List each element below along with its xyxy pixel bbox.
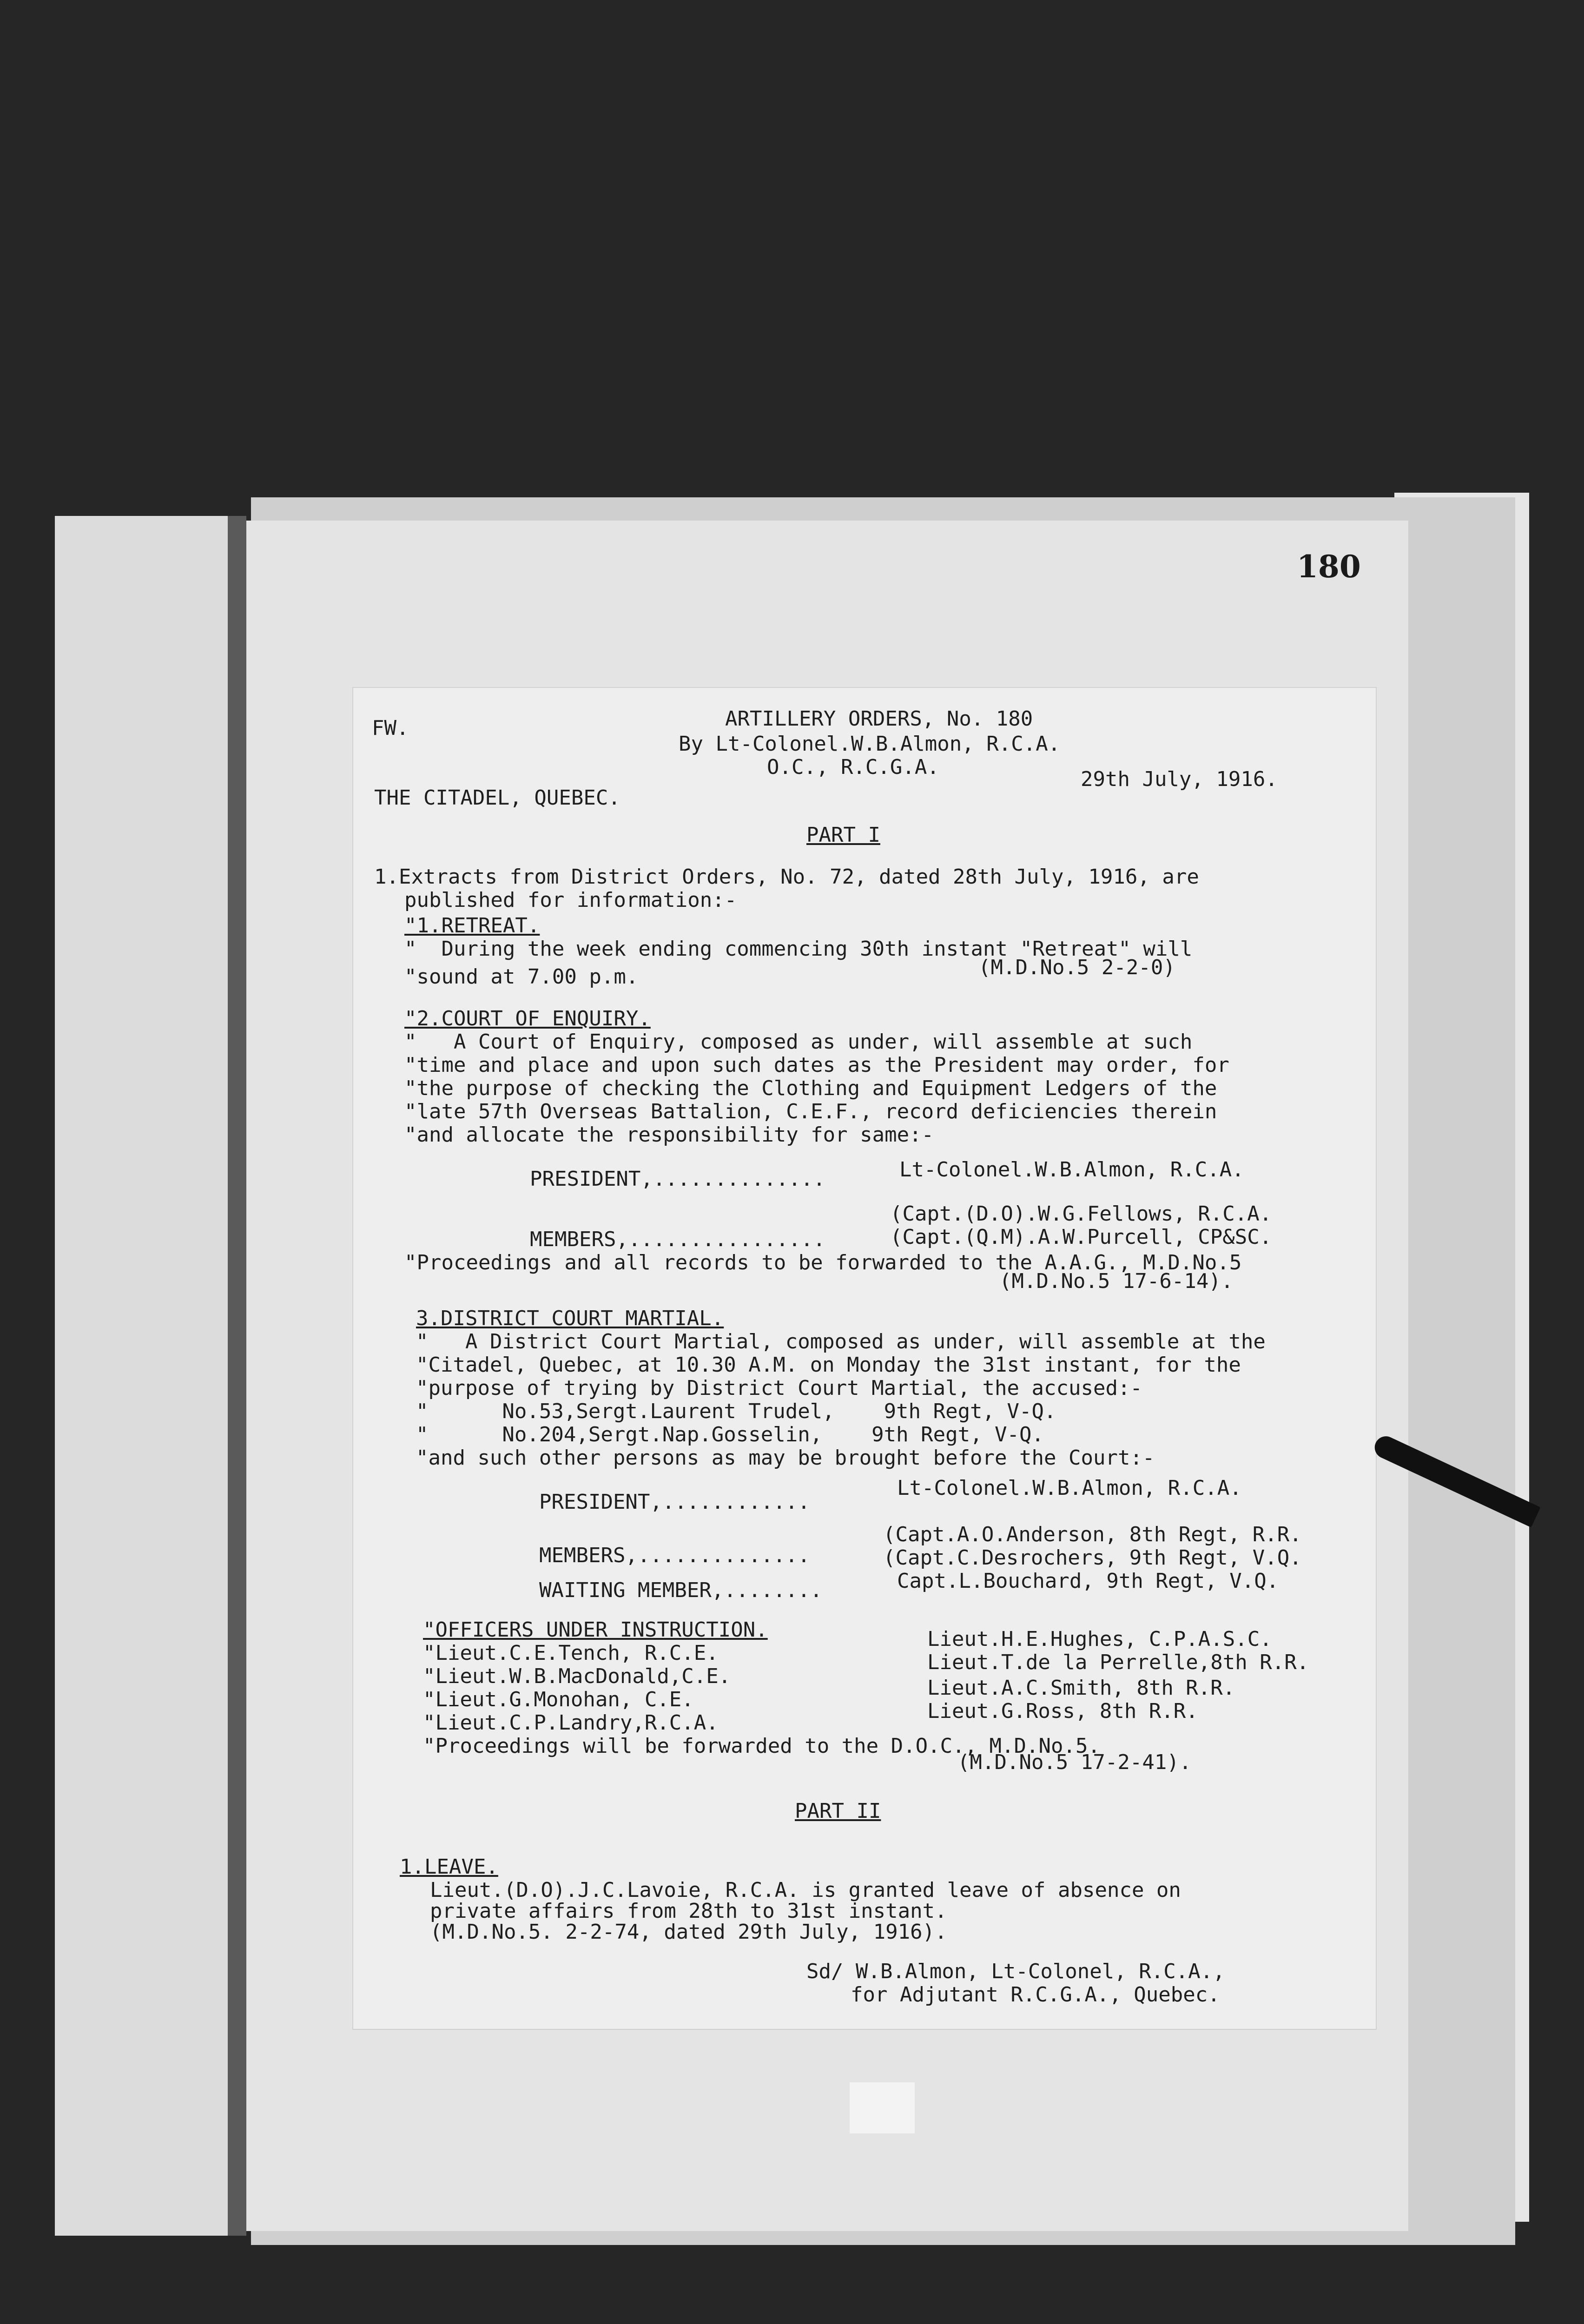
court-martial-member-1: (Capt.A.O.Anderson, 8th Regt, R.R.	[883, 1523, 1302, 1546]
left-binding-strip	[55, 516, 228, 2236]
initials: FW.	[372, 716, 409, 740]
officer-left-3: "Lieut.G.Monohan, C.E.	[423, 1688, 694, 1711]
court-martial-line-2: "Citadel, Quebec, at 10.30 A.M. on Monday the 31st instant, for the	[416, 1353, 1241, 1377]
enquiry-president-label: PRESIDENT,..............	[530, 1167, 825, 1191]
oc-line: O.C., R.C.G.A.	[767, 755, 939, 779]
officer-left-1: "Lieut.C.E.Tench, R.C.E.	[423, 1641, 719, 1665]
officer-right-2: Lieut.T.de la Perrelle,8th R.R.	[927, 1651, 1309, 1674]
court-of-enquiry-line-3: "the purpose of checking the Clothing and Equipment Ledgers of the	[404, 1076, 1217, 1100]
leave-heading: 1.LEAVE.	[400, 1855, 498, 1879]
court-martial-proceedings: "Proceedings will be forwarded to the D.O.C., M.D.No.5.	[423, 1734, 1100, 1758]
enquiry-member-1: (Capt.(D.O).W.G.Fellows, R.C.A.	[890, 1202, 1272, 1226]
signature: Sd/ W.B.Almon, Lt-Colonel, R.C.A.,	[806, 1960, 1225, 1983]
court-martial-president-value: Lt-Colonel.W.B.Almon, R.C.A.	[897, 1476, 1242, 1500]
officer-left-2: "Lieut.W.B.MacDonald,C.E.	[423, 1664, 731, 1688]
court-of-enquiry-line-4: "late 57th Overseas Battalion, C.E.F., record deficiencies therein	[404, 1100, 1217, 1123]
signature-role: for Adjutant R.C.G.A., Quebec.	[851, 1983, 1220, 2007]
court-of-enquiry-line-1: " A Court of Enquiry, composed as under, will assemble at such	[404, 1030, 1193, 1054]
officer-left-4: "Lieut.C.P.Landry,R.C.A.	[423, 1711, 719, 1735]
court-martial-line-6: "and such other persons as may be brought before the Court:-	[416, 1446, 1155, 1470]
part-2-heading: PART II	[795, 1799, 881, 1823]
court-martial-members-label: MEMBERS,..............	[539, 1544, 810, 1567]
district-court-martial-heading: 3.DISTRICT COURT MARTIAL.	[416, 1307, 724, 1330]
binding-shadow	[228, 516, 246, 2236]
court-martial-accused-2: " No.204,Sergt.Nap.Gosselin, 9th Regt, V-Q.	[416, 1423, 1044, 1446]
part-1-intro-line-2: published for information:-	[404, 888, 737, 912]
tape-mark	[850, 2082, 915, 2133]
by-line: By Lt-Colonel.W.B.Almon, R.C.A.	[679, 732, 1061, 756]
enquiry-proceedings: "Proceedings and all records to be forwarded to the A.A.G., M.D.No.5	[404, 1251, 1242, 1274]
enquiry-member-2: (Capt.(Q.M).A.W.Purcell, CP&SC.	[890, 1225, 1272, 1249]
retreat-line-1: " During the week ending commencing 30th instant "Retreat" will	[404, 937, 1193, 961]
leave-line-1: Lieut.(D.O).J.C.Lavoie, R.C.A. is granted leave of absence on	[430, 1878, 1181, 1902]
court-martial-member-2: (Capt.C.Desrochers, 9th Regt, V.Q.	[883, 1546, 1302, 1570]
court-martial-accused-1: " No.53,Sergt.Laurent Trudel, 9th Regt, V-Q.	[416, 1400, 1056, 1423]
enquiry-president-value: Lt-Colonel.W.B.Almon, R.C.A.	[899, 1158, 1244, 1182]
waiting-member-value: Capt.L.Bouchard, 9th Regt, V.Q.	[897, 1569, 1279, 1593]
officer-right-1: Lieut.H.E.Hughes, C.P.A.S.C.	[927, 1627, 1272, 1651]
document-title: ARTILLERY ORDERS, No. 180	[725, 707, 1033, 731]
retreat-line-2: "sound at 7.00 p.m.	[404, 965, 639, 989]
leave-line-3: (M.D.No.5. 2-2-74, dated 29th July, 1916).	[430, 1920, 947, 1944]
sheet-number: 180	[1297, 548, 1361, 585]
officers-under-instruction-heading: "OFFICERS UNDER INSTRUCTION.	[423, 1618, 768, 1642]
waiting-member-label: WAITING MEMBER,........	[539, 1578, 823, 1602]
part-1-heading: PART I	[806, 823, 880, 847]
court-martial-ref: (M.D.No.5 17-2-41).	[957, 1750, 1192, 1774]
leave-line-2: private affairs from 28th to 31st instant.	[430, 1899, 947, 1923]
court-of-enquiry-line-5: "and allocate the responsibility for same:-	[404, 1123, 934, 1147]
court-martial-line-1: " A District Court Martial, composed as under, will assemble at the	[416, 1330, 1266, 1353]
enquiry-ref: (M.D.No.5 17-6-14).	[999, 1269, 1234, 1293]
enquiry-members-label: MEMBERS,................	[530, 1228, 825, 1251]
retreat-ref: (M.D.No.5 2-2-0)	[978, 956, 1175, 979]
part-1-intro-line-1: 1.Extracts from District Orders, No. 72, dated 28th July, 1916, are	[374, 865, 1199, 889]
date: 29th July, 1916.	[1081, 767, 1278, 791]
retreat-heading: "1.RETREAT.	[404, 914, 540, 938]
court-martial-line-3: "purpose of trying by District Court Martial, the accused:-	[416, 1376, 1142, 1400]
court-of-enquiry-heading: "2.COURT OF ENQUIRY.	[404, 1007, 651, 1030]
place: THE CITADEL, QUEBEC.	[374, 786, 620, 810]
court-martial-president-label: PRESIDENT,............	[539, 1490, 810, 1514]
officer-right-3: Lieut.A.C.Smith, 8th R.R.	[927, 1676, 1235, 1700]
officer-right-4: Lieut.G.Ross, 8th R.R.	[927, 1699, 1198, 1723]
court-of-enquiry-line-2: "time and place and upon such dates as the President may order, for	[404, 1053, 1229, 1077]
